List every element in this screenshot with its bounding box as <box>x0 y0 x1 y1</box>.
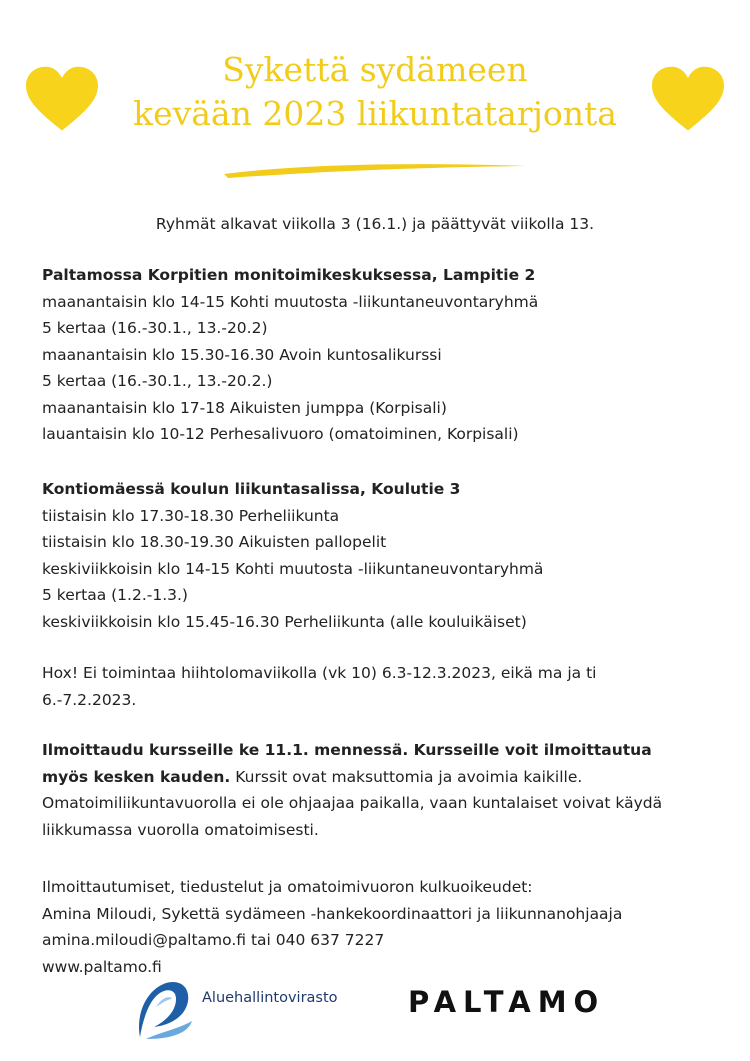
intro-text: Ryhmät alkavat viikolla 3 (16.1.) ja päättyvät viikolla 13. <box>155 215 595 233</box>
schedule-line: maanantaisin klo 15.30-16.30 Avoin kuntosalikurssi <box>42 345 442 364</box>
schedule-line: 5 kertaa (1.2.-1.3.) <box>42 586 188 604</box>
registration-info <box>42 737 732 843</box>
schedule-line: 5 kertaa (16.-30.1., 13.-20.2) <box>42 319 268 337</box>
schedule-line: tiistaisin klo 18.30-19.30 Aikuisten pallopelit <box>42 533 387 551</box>
notice-line: Hox! Ei toimintaa hiihtolomaviikolla (vk 10) 6.3-12.3.2023, eikä ma ja ti <box>42 664 597 682</box>
page-title-line2: kevään 2023 liikuntatarjonta <box>133 94 617 133</box>
section-heading: Paltamossa Korpitien monitoimikeskuksessa, Lampitie 2 <box>42 266 536 284</box>
aluehallintovirasto-text: Aluehallintovirasto <box>202 990 338 1006</box>
section-heading: Kontiomäessä koulun liikuntasalissa, Koulutie 3 <box>42 480 461 498</box>
registration-deadline: Ilmoittaudu kursseille ke 11.1. mennessä. Kursseille voit ilmoittautua <box>42 741 652 759</box>
schedule-line: keskiviikkoisin klo 14-15 Kohti muutosta -liikuntaneuvontaryhmä <box>42 559 544 578</box>
contact-line: Ilmoittautumiset, tiedustelut ja omatoimivuoron kulkuoikeudet: <box>42 878 533 896</box>
aluehallintovirasto-logo <box>132 977 196 1041</box>
schedule-line: tiistaisin klo 17.30-18.30 Perheliikunta <box>42 506 340 525</box>
registration-text: Kurssit ovat maksuttomia ja avoimia kaikille. <box>230 767 583 786</box>
holiday-notice <box>42 660 732 713</box>
schedule-line: 5 kertaa (16.-30.1., 13.-20.2.) <box>42 372 273 390</box>
kontiomaki-section <box>42 476 732 635</box>
registration-text: Omatoimiliikuntavuorolla ei ole ohjaajaa paikalla, vaan kuntalaiset voivat käydä <box>42 794 663 812</box>
schedule-line: lauantaisin klo 10-12 Perhesalivuoro (omatoiminen, Korpisali) <box>42 425 519 443</box>
underline-swoosh <box>222 158 528 180</box>
schedule-line: keskiviikkoisin klo 15.45-16.30 Perheliikunta (alle kouluikäiset) <box>42 612 527 631</box>
paltamo-logo: PALTAMO <box>408 985 606 1019</box>
website-link[interactable]: www.paltamo.fi <box>42 957 162 976</box>
notice-line: 6.-7.2.2023. <box>42 690 137 709</box>
registration-text: liikkumassa vuorolla omatoimisesti. <box>42 820 319 839</box>
registration-bold: myös kesken kauden. <box>42 767 231 786</box>
schedule-line: maanantaisin klo 17-18 Aikuisten jumppa (Korpisali) <box>42 398 447 417</box>
paltamo-section <box>42 262 732 448</box>
contact-email-phone[interactable]: amina.miloudi@paltamo.fi tai 040 637 7227 <box>42 931 385 949</box>
page-title-line1: Sykettä sydämeen <box>222 50 528 89</box>
contact-info <box>42 874 732 980</box>
contact-name: Amina Miloudi, Sykettä sydämeen -hankekoordinaattori ja liikunnanohjaaja <box>42 904 623 923</box>
schedule-line: maanantaisin klo 14-15 Kohti muutosta -liikuntaneuvontaryhmä <box>42 292 539 311</box>
